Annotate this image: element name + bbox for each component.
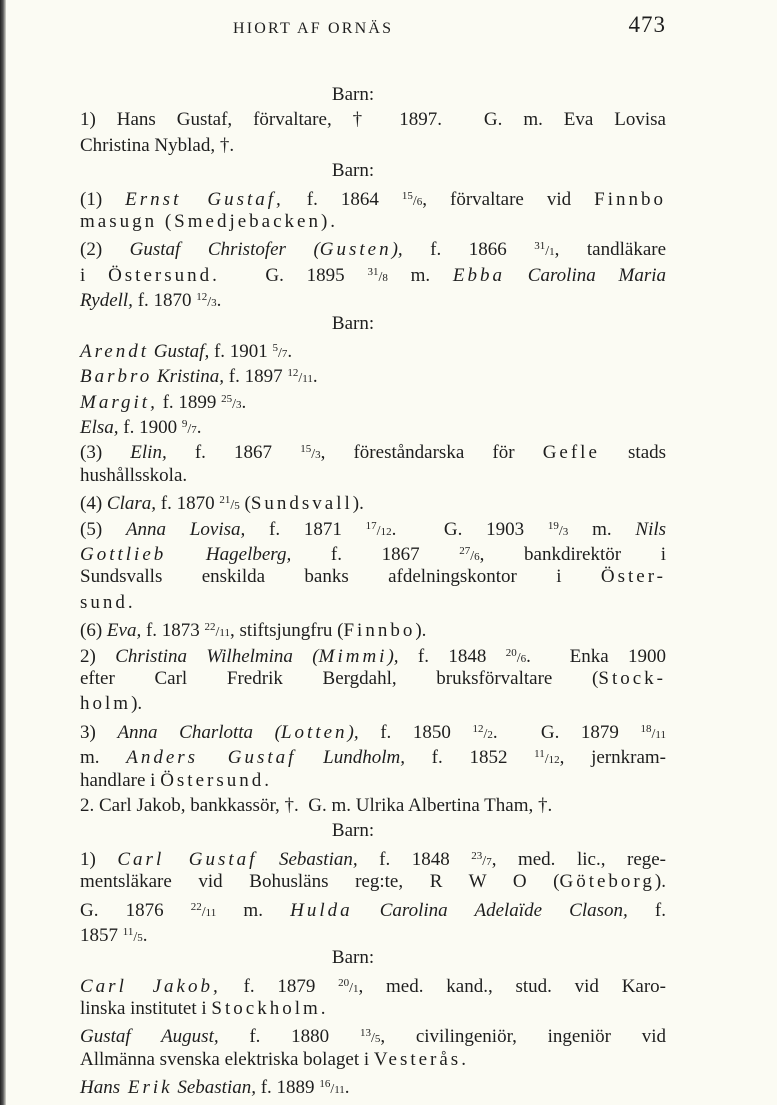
text-segment: f. [627, 899, 667, 921]
text-line [80, 184, 666, 209]
fraction-slash: / [544, 752, 549, 768]
text-segment: f. 1900 [118, 417, 182, 439]
text-segment: m. [387, 264, 453, 286]
text-segment: (2) [80, 239, 130, 261]
text-segment: 2. Carl Jakob, bankkassör, †. G. m. Ulrika Albertina Tham, †. [80, 794, 553, 816]
fraction-month: 11 [334, 1084, 345, 1097]
fraction-day: 31 [367, 265, 379, 278]
text-segment: f. 1850 [358, 721, 473, 743]
date-fraction [459, 545, 480, 565]
fraction-month: 12 [380, 525, 392, 538]
text-segment: 2) [80, 645, 116, 667]
text-segment: , med. kand., stud. vid Karo- [358, 975, 667, 997]
fraction-slash: / [187, 422, 192, 438]
text-line [80, 539, 666, 564]
text-segment: i [80, 264, 109, 286]
text-segment: ). [654, 871, 666, 893]
text-line [80, 768, 666, 793]
text-segment: Barn: [331, 312, 375, 334]
fraction-day: 12 [196, 291, 208, 304]
date-fraction [272, 341, 288, 361]
fraction-slash: / [545, 244, 550, 260]
fraction-day: 9 [181, 418, 188, 431]
fraction-month: 5 [137, 931, 143, 944]
text-line [80, 742, 666, 767]
section-heading-barn [80, 158, 666, 183]
fraction-month: 7 [486, 855, 492, 868]
text-segment: Christina Nyblad, †. [80, 134, 235, 156]
fraction-day: 19 [547, 519, 559, 532]
italic-name: Elsa, [80, 417, 119, 439]
date-fraction [181, 418, 197, 438]
date-fraction [365, 519, 392, 539]
fraction-slash: / [516, 650, 521, 666]
italic-name: ), [391, 239, 403, 261]
italic-name: Sebastian, [172, 1077, 256, 1099]
text-line [80, 564, 666, 589]
italic-name: Hulda [290, 899, 353, 921]
fraction-slash: / [651, 726, 656, 742]
italic-name: Nils [635, 518, 667, 540]
fraction-day: 12 [287, 367, 299, 380]
italic-name: Gottlieb [80, 544, 167, 566]
italic-name: Erik [120, 1077, 173, 1099]
fraction-month: 7 [281, 347, 288, 360]
text-segment: f. 1870 [156, 493, 220, 515]
italic-name: Elin, [130, 442, 167, 464]
text-segment: Sundsvall [250, 493, 353, 515]
section-heading-barn [80, 818, 666, 843]
text-line [80, 869, 666, 894]
text-segment: . [344, 1077, 350, 1099]
text-segment: . [312, 366, 318, 388]
text-segment: Allmänna svenska elektriska bolaget i [80, 1048, 374, 1070]
date-fraction [300, 443, 321, 463]
fraction-month: 7 [191, 424, 197, 437]
text-segment: 3) [80, 721, 118, 743]
text-segment: 1857 [80, 924, 123, 946]
page-number: 473 [628, 12, 666, 37]
text-segment: Göteborg [559, 871, 655, 893]
text-line [80, 361, 666, 386]
fraction-month: 11 [219, 627, 231, 640]
fraction-slash: / [311, 447, 316, 463]
text-segment: m. [80, 747, 127, 769]
text-segment: Vesterås. [373, 1048, 469, 1070]
text-segment: (3) [80, 442, 131, 464]
fraction-slash: / [278, 345, 282, 361]
fraction-month: 11 [302, 373, 313, 386]
text-segment: (5) [80, 518, 126, 540]
text-segment: , bankdirektör i [479, 544, 667, 566]
fraction-month: 12 [548, 754, 560, 767]
text-segment: f. 1867 [291, 544, 460, 566]
fraction-day: 25 [221, 392, 233, 405]
italic-name: Ebba [452, 264, 506, 286]
italic-name: Anna Lovisa, [125, 518, 246, 540]
fraction-slash: / [201, 904, 206, 920]
fraction-day: 5 [272, 341, 279, 354]
italic-name: Carl Jakob, [80, 975, 221, 997]
text-segment: f. 1873 [141, 620, 205, 642]
italic-name: Gustaf, [149, 340, 210, 362]
italic-name: ), [387, 645, 399, 667]
italic-name: Carl Gustaf [117, 848, 258, 870]
text-line [80, 641, 666, 666]
fraction-day: 12 [472, 722, 484, 735]
date-fraction [472, 722, 493, 742]
italic-name: Ernst Gustaf, [125, 188, 284, 210]
text-line [80, 336, 666, 361]
fraction-slash: / [215, 625, 220, 641]
fraction-day: 16 [319, 1078, 331, 1091]
text-segment: G. 1895 [219, 264, 368, 286]
book-binding-edge [0, 0, 6, 1105]
fraction-day: 15 [401, 189, 413, 202]
fraction-day: 22 [190, 900, 202, 913]
fraction-slash: / [483, 726, 488, 742]
fraction-month: 1 [549, 246, 555, 259]
fraction-month: 11 [205, 906, 217, 919]
text-line [80, 691, 666, 716]
date-fraction [204, 621, 231, 641]
text-segment: f. 1867 [166, 442, 301, 464]
fraction-month: 6 [474, 551, 480, 564]
text-segment: f. 1889 [255, 1077, 320, 1099]
text-segment: masugn [80, 210, 165, 232]
fraction-month: 3 [211, 297, 217, 310]
text-segment: G. 1876 [80, 899, 191, 921]
text-segment: . [142, 924, 148, 946]
text-line [80, 971, 666, 996]
text-segment: ). [352, 493, 364, 515]
running-title: HIORT AF ORNÄS [233, 20, 394, 37]
text-segment: f. 1879 [220, 975, 339, 997]
text-segment: Östersund. [108, 264, 220, 286]
italic-name: ), [347, 721, 359, 743]
date-fraction [471, 849, 492, 869]
page-body [80, 82, 666, 1098]
fraction-month: 3 [236, 398, 242, 411]
fraction-month: 5 [234, 500, 240, 513]
text-segment: f. 1899 [157, 391, 222, 413]
text-line [80, 387, 666, 412]
text-segment: f. 1870 [132, 290, 197, 312]
text-line [80, 996, 666, 1021]
fraction-slash: / [376, 523, 381, 539]
fraction-slash: / [230, 498, 235, 514]
italic-name: Gustaf August, [80, 1026, 219, 1048]
text-segment: , stiftsjungfru ( [230, 620, 344, 642]
date-fraction [534, 240, 555, 260]
text-segment: , jernkram- [559, 747, 666, 769]
text-segment: Barn: [331, 820, 375, 842]
text-segment: f. 1852 [404, 747, 535, 769]
fraction-day: 18 [640, 722, 652, 735]
text-line [80, 412, 666, 437]
text-line [80, 590, 666, 615]
text-segment: f. 1897 [224, 366, 288, 388]
text-line [80, 793, 666, 818]
fraction-slash: / [412, 193, 417, 209]
text-line [80, 1072, 666, 1097]
text-segment: . [241, 391, 247, 413]
text-segment: (6) [80, 620, 107, 642]
text-segment: f. 1848 [398, 645, 506, 667]
date-fraction [196, 291, 217, 311]
text-segment: Barn: [331, 160, 375, 182]
text-line [80, 234, 666, 259]
fraction-month: 11 [655, 728, 667, 741]
italic-name: Barbro [80, 366, 153, 388]
text-line [80, 133, 666, 158]
italic-name: Hagelberg, [166, 544, 292, 566]
section-heading-barn [80, 945, 666, 970]
date-fraction [287, 367, 313, 387]
text-segment: , tandläkare [554, 239, 667, 261]
italic-name: Carolina Maria [505, 264, 666, 286]
fraction-day: 20 [505, 646, 517, 659]
fraction-day: 20 [338, 976, 350, 989]
text-segment: sund. [80, 591, 136, 613]
date-fraction [547, 519, 569, 539]
text-line [80, 488, 666, 513]
text-segment: 1) Hans Gustaf, förvaltare, † 1897. G. m. Eva Lovisa [80, 109, 666, 131]
fraction-slash: / [370, 1031, 375, 1047]
text-line [80, 920, 666, 945]
text-segment: . Enka 1900 [526, 645, 667, 667]
text-segment: f. 1871 [245, 518, 366, 540]
fraction-month: 1 [353, 982, 359, 995]
fraction-day: 21 [219, 494, 231, 507]
text-segment: linska institutet i [80, 998, 212, 1020]
italic-name: Gustaf Christofer ( [129, 239, 320, 261]
text-line [80, 844, 666, 869]
text-line [80, 260, 666, 285]
date-fraction [359, 1027, 381, 1047]
text-segment: , föreståndarska för [320, 442, 543, 464]
fraction-month: 3 [562, 525, 569, 538]
text-line [80, 514, 666, 539]
italic-name: Arendt [80, 340, 150, 362]
fraction-day: 22 [204, 621, 216, 634]
date-fraction [640, 722, 667, 742]
text-segment: , förvaltare vid [422, 188, 595, 210]
fraction-day: 13 [359, 1027, 371, 1040]
text-segment: m. [216, 899, 291, 921]
fraction-slash: / [378, 269, 383, 285]
italic-name: Eva, [106, 620, 142, 642]
text-segment: m. [568, 518, 636, 540]
text-segment: mentsläkare vid Bohusläns reg:te, R W O ( [80, 871, 560, 893]
text-segment: . [216, 290, 222, 312]
fraction-slash: / [330, 1082, 335, 1098]
text-segment: Gefle [542, 442, 600, 464]
text-line [80, 615, 666, 640]
italic-name: Carolina Adelaïde Clason, [352, 899, 628, 921]
text-segment: Barn: [331, 84, 375, 105]
fraction-slash: / [232, 396, 237, 412]
text-segment: f. 1864 [283, 188, 402, 210]
text-segment: handlare i [80, 769, 161, 791]
fraction-month: 3 [315, 449, 321, 462]
text-segment: 1) [80, 848, 118, 870]
text-segment: f. 1901 [209, 340, 273, 362]
text-line [80, 285, 666, 310]
text-segment: Stock- [598, 667, 666, 689]
fraction-slash: / [349, 980, 354, 996]
italic-name: Lundholm, [296, 747, 405, 769]
date-fraction [401, 189, 423, 209]
date-fraction [219, 494, 240, 514]
date-fraction [122, 925, 143, 945]
fraction-slash: / [207, 295, 212, 311]
italic-name: Lotten [280, 721, 348, 743]
text-segment: f. 1848 [357, 848, 472, 870]
fraction-month: 5 [374, 1033, 381, 1046]
italic-name: Mimmi [318, 645, 388, 667]
italic-name: Hans [80, 1077, 121, 1099]
italic-name: Anna Charlotta ( [117, 721, 281, 743]
text-segment: Finnbo [594, 188, 667, 210]
fraction-month: 8 [382, 271, 388, 284]
italic-name: Sebastian, [257, 848, 358, 870]
text-segment: . G. 1879 [492, 721, 641, 743]
text-line [80, 717, 666, 742]
text-segment: Östersund. [160, 769, 272, 791]
date-fraction [190, 900, 217, 920]
text-segment: . [287, 340, 293, 362]
fraction-slash: / [470, 549, 475, 565]
text-segment: (1) [80, 188, 126, 210]
text-segment: (4) [80, 493, 107, 515]
fraction-day: 27 [459, 545, 471, 558]
italic-name: Christina Wilhelmina ( [115, 645, 319, 667]
date-fraction [338, 976, 359, 996]
date-fraction [221, 392, 242, 412]
text-line [80, 895, 666, 920]
fraction-day: 11 [122, 925, 134, 938]
text-segment: ). [131, 693, 143, 715]
text-segment: . [196, 417, 202, 439]
fraction-slash: / [133, 929, 138, 945]
date-fraction [319, 1078, 345, 1098]
text-segment: , civilingeniör, ingeniör vid [380, 1026, 666, 1048]
date-fraction [534, 748, 560, 768]
fraction-day: 11 [534, 748, 545, 761]
section-heading-barn [80, 311, 666, 336]
text-segment: . G. 1903 [391, 518, 548, 540]
date-fraction [505, 646, 527, 666]
text-segment: Öster- [600, 566, 666, 588]
italic-name: Rydell, [80, 290, 133, 312]
text-segment: Sundsvalls enskilda banks afdelningskontor i [80, 566, 601, 588]
text-segment: f. 1866 [402, 239, 535, 261]
text-segment: , med. lic., rege- [491, 848, 667, 870]
fraction-day: 15 [300, 443, 312, 456]
italic-name: Gusten [319, 239, 392, 261]
date-fraction [367, 265, 388, 285]
italic-name: Margit, [80, 391, 158, 413]
text-segment: stads [599, 442, 667, 464]
text-segment: ( [239, 493, 251, 515]
text-segment: hushållsskola. [80, 464, 188, 486]
text-line [80, 1021, 666, 1046]
section-heading-barn [80, 82, 666, 107]
fraction-day: 31 [534, 240, 546, 253]
fraction-month: 6 [416, 195, 423, 208]
text-segment: holm [80, 693, 132, 715]
text-segment: Finnbo [343, 620, 416, 642]
page-header [80, 8, 666, 38]
fraction-month: 2 [487, 728, 493, 741]
fraction-slash: / [298, 371, 303, 387]
fraction-month: 6 [520, 652, 527, 665]
text-line [80, 1047, 666, 1072]
text-line [80, 437, 666, 462]
text-line [80, 107, 666, 132]
fraction-day: 17 [365, 519, 377, 532]
fraction-slash: / [558, 523, 563, 539]
text-segment: efter Carl Fredrik Bergdahl, bruksförvaltare ( [80, 667, 599, 689]
italic-name: Anders Gustaf [126, 747, 297, 769]
text-segment: ). [415, 620, 427, 642]
text-segment: Barn: [331, 947, 375, 969]
text-segment: f. 1880 [218, 1026, 360, 1048]
fraction-day: 23 [471, 849, 483, 862]
text-segment: Stockholm. [211, 998, 329, 1020]
text-segment: (Smedjebacken). [164, 210, 339, 232]
italic-name: Clara, [106, 493, 157, 515]
text-line [80, 666, 666, 691]
fraction-slash: / [482, 853, 487, 869]
text-line [80, 463, 666, 488]
text-line [80, 209, 666, 234]
italic-name: Kristina, [152, 366, 225, 388]
